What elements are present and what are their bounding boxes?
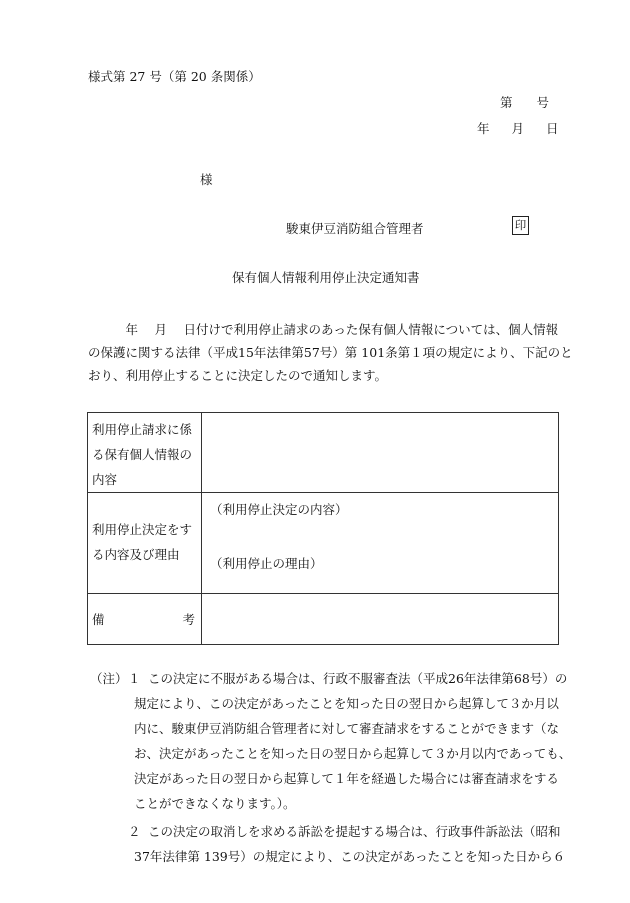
table-row [88, 493, 559, 594]
issuer-name: 駿東伊豆消防組合管理者 [286, 221, 424, 236]
remarks-value-cell [202, 594, 559, 645]
note-line: 規定により、この決定があったことを知った日の翌日から起算して３か月以 [134, 696, 559, 711]
remarks-label-cell [88, 594, 202, 645]
remarks-label-right: 考 [182, 612, 195, 627]
remarks-label-left: 備 [92, 612, 105, 627]
decision-reason-label: （利用停止の理由） [210, 556, 323, 571]
decision-value-cell [202, 493, 559, 594]
content-value-cell [202, 413, 559, 493]
table-row [88, 594, 559, 645]
intro-line: 年 月 日付けで利用停止請求のあった保有個人情報については、個人情報 [88, 322, 559, 337]
note-line: この決定に不服がある場合は、行政不服審査法（平成26年法律第68号）の [148, 671, 568, 686]
document-number-prefix: 第 [500, 95, 513, 110]
notes-prefix: （注） [90, 671, 128, 686]
date-year: 年 [477, 121, 490, 136]
date-day: 日 [545, 121, 559, 136]
intro-paragraph [88, 318, 573, 387]
content-label-line: る保有個人情報の [92, 447, 193, 462]
note-line: 決定があった日の翌日から起算して１年を経過した場合には審査請求をする [134, 771, 559, 786]
decision-content-label: （利用停止決定の内容） [210, 502, 348, 517]
note-line: 37年法律第 139号）の規定により、この決定があったことを知った日から６ [134, 849, 566, 864]
table-row [88, 413, 559, 493]
addressee-honorific: 様 [200, 172, 213, 187]
decision-label-line: る内容及び理由 [92, 547, 180, 562]
intro-line: おり、利用停止することに決定したので通知します。 [88, 368, 388, 383]
issue-date [477, 119, 558, 137]
note-line: ことができなくなります。）。 [134, 796, 296, 811]
document-title: 保有個人情報利用停止決定通知書 [232, 270, 420, 285]
document-number-suffix: 号 [536, 95, 549, 110]
note-line: お、決定があったことを知った日の翌日から起算して３か月以内であっても、 [134, 746, 572, 761]
note-line: 内に、駿東伊豆消防組合管理者に対して審査請求をすることができます（な [134, 721, 560, 736]
decision-label-cell [88, 493, 202, 594]
form-number: 様式第 27 号（第 20 条関係） [88, 69, 261, 84]
note-number: ２ [128, 824, 141, 839]
note-line: この決定の取消しを求める訴訟を提起する場合は、行政事件訴訟法（昭和 [148, 824, 561, 839]
intro-line: の保護に関する法律（平成15年法律第57号）第 101条第１項の規定により、下記のと [88, 345, 573, 360]
date-month: 月 [511, 121, 524, 136]
content-label-line: 利用停止請求に係 [92, 422, 193, 437]
seal-mark: 印 [512, 216, 529, 235]
notice-table [87, 412, 559, 645]
document-number [500, 93, 549, 111]
content-label-line: 内容 [92, 472, 118, 487]
note-number: １ [128, 671, 141, 686]
decision-label-line: 利用停止決定をす [92, 522, 193, 537]
content-label-cell [88, 413, 202, 493]
